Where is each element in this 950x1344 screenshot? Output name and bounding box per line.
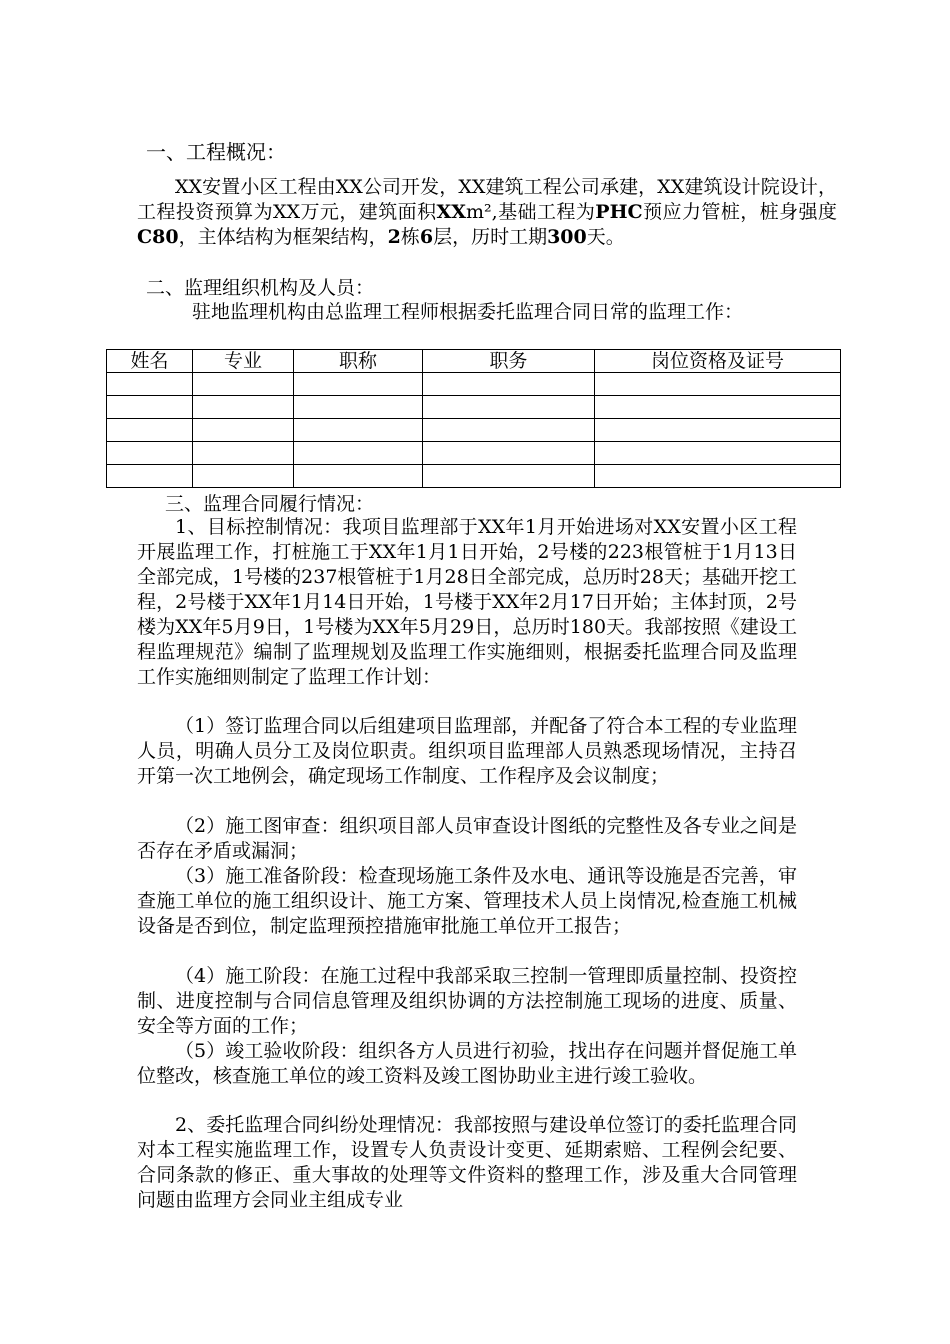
- table-cell: [107, 396, 193, 419]
- table-row: [107, 373, 841, 396]
- table-cell: [294, 419, 423, 442]
- section2-title: 二、监理组织机构及人员：: [146, 277, 375, 299]
- section3-p4: （3）施工准备阶段：检查现场施工条件及水电、通讯等设施是否完善，审查施工单位的施工组织设计、施工方案、管理技术人员上岗情况,检查施工机械设备是否到位，制定监理预控措施审批施工单位开工报告；: [137, 865, 797, 937]
- staff-table: [106, 349, 841, 488]
- header-name: 姓名: [107, 350, 193, 373]
- table-cell: [193, 442, 294, 465]
- section3-p1: 1、目标控制情况：我项目监理部于XX年1月开始进场对XX安置小区工程开展监理工作，打桩施工于XX年1月1日开始，2号楼的223根管桩于1月13日全部完成，1号楼的237根管桩于1月28日全部完成，总历时28天；基础开挖工程，2号楼于XX年1月14日开始，1号楼于XX年2月17日开始；主体封顶，2号楼为XX年5月9日，1号楼为XX年5月29日，总历时180天。我部按照《建设工程监理规范》编制了监理规划及监理工作实施细则，根据委托监理合同及监理工作实施细则制定了监理工作计划：: [137, 516, 797, 688]
- table-header-row: [107, 350, 841, 373]
- table-cell: [423, 396, 595, 419]
- table-cell: [107, 373, 193, 396]
- table-cell: [595, 419, 841, 442]
- table-cell: [193, 419, 294, 442]
- table-cell: [107, 442, 193, 465]
- table-cell: [595, 465, 841, 488]
- table-cell: [423, 465, 595, 488]
- section2-intro: 驻地监理机构由总监理工程师根据委托监理合同日常的监理工作：: [192, 301, 744, 323]
- section3-p5: （4）施工阶段：在施工过程中我部采取三控制一管理即质量控制、投资控制、进度控制与合同信息管理及组织协调的方法控制施工现场的进度、质量、安全等方面的工作；: [137, 965, 797, 1037]
- table-cell: [193, 373, 294, 396]
- section3-p6: （5）竣工验收阶段：组织各方人员进行初验，找出存在问题并督促施工单位整改，核查施工单位的竣工资料及竣工图协助业主进行竣工验收。: [137, 1040, 797, 1087]
- section1-title: 一、工程概况：: [146, 140, 286, 164]
- table-cell: [595, 442, 841, 465]
- table-cell: [595, 373, 841, 396]
- section3-p7: 2、委托监理合同纠纷处理情况：我部按照与建设单位签订的委托监理合同对本工程实施监理工作，设置专人负责设计变更、延期索赔、工程例会纪要、合同条款的修正、重大事故的处理等文件资料的整理工作，涉及重大合同管理问题由监理方会同业主组成专业: [137, 1114, 797, 1211]
- table-cell: [423, 373, 595, 396]
- table-cell: [423, 419, 595, 442]
- table-cell: [107, 419, 193, 442]
- table-cell: [595, 396, 841, 419]
- section3-title: 三、监理合同履行情况：: [165, 493, 375, 515]
- header-position: 职务: [423, 350, 595, 373]
- table-cell: [107, 465, 193, 488]
- table-row: [107, 465, 841, 488]
- table-cell: [294, 373, 423, 396]
- table-cell: [294, 465, 423, 488]
- table-row: [107, 419, 841, 442]
- table-cell: [423, 442, 595, 465]
- section3-p3: （2）施工图审查：组织项目部人员审查设计图纸的完整性及各专业之间是否存在矛盾或漏洞；: [137, 815, 797, 862]
- header-title: 职称: [294, 350, 423, 373]
- table-cell: [294, 396, 423, 419]
- header-qualification: 岗位资格及证号: [595, 350, 841, 373]
- table-cell: [193, 396, 294, 419]
- header-specialty: 专业: [193, 350, 294, 373]
- table-cell: [193, 465, 294, 488]
- section1-body: XX安置小区工程由XX公司开发，XX建筑工程公司承建，XX建筑设计院设计，工程投资预算为XX万元，建筑面积XXm²,基础工程为PHC预应力管桩，桩身强度C80，主体结构为框架结构，2栋6层，历时工期300天。: [137, 176, 837, 248]
- table-cell: [294, 442, 423, 465]
- table-row: [107, 442, 841, 465]
- table-row: [107, 396, 841, 419]
- section3-p2: （1）签订监理合同以后组建项目监理部，并配备了符合本工程的专业监理人员，明确人员分工及岗位职责。组织项目监理部人员熟悉现场情况，主持召开第一次工地例会，确定现场工作制度、工作程序及会议制度；: [137, 715, 797, 787]
